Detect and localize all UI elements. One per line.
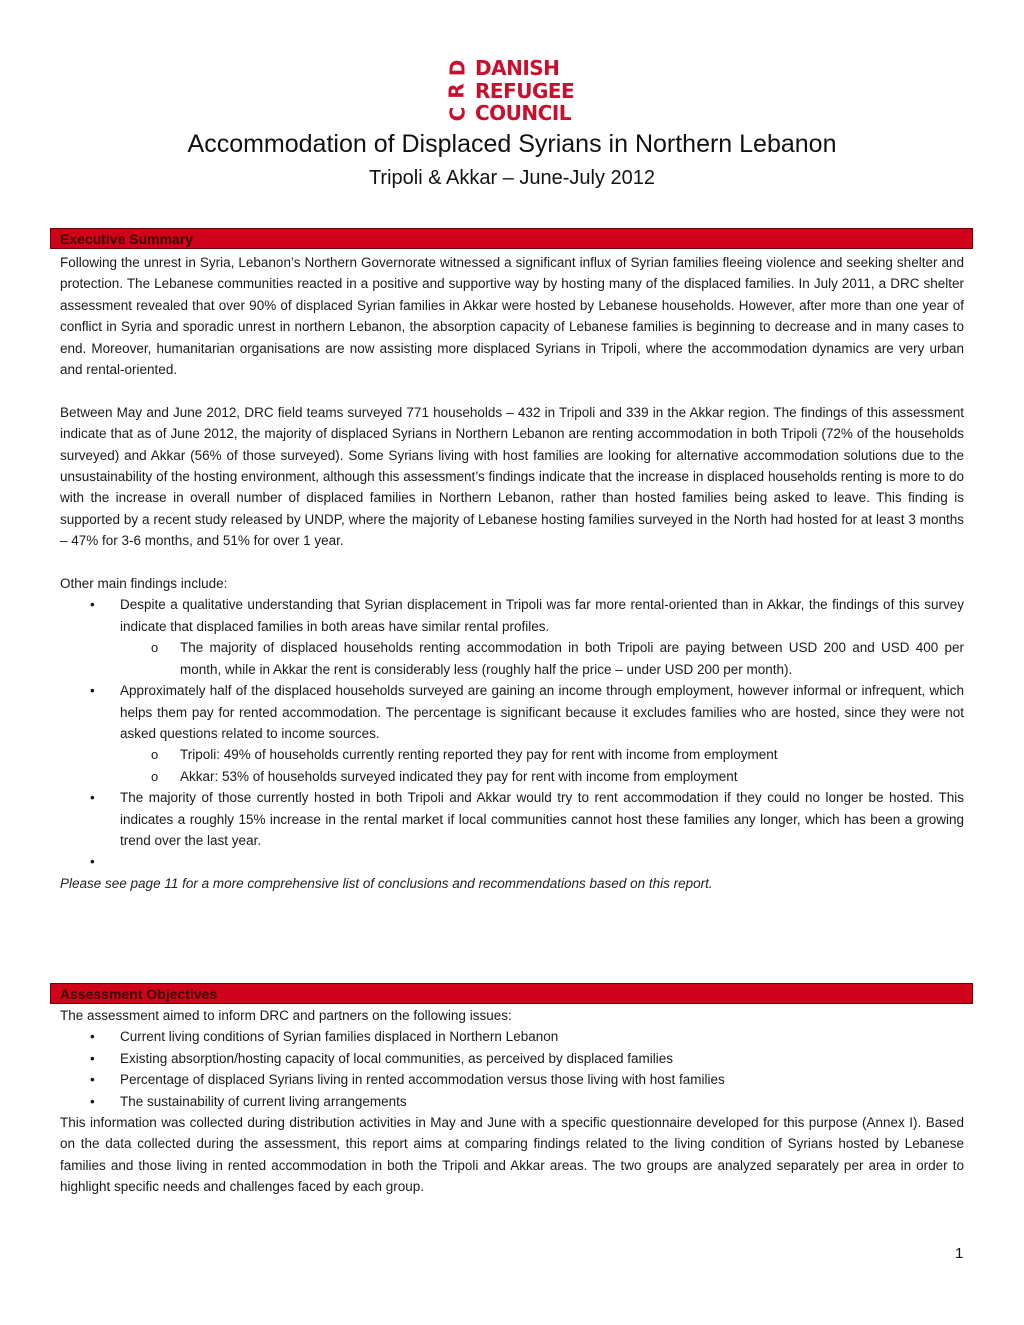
list-item [60,766,964,787]
logo-letter-c: C [445,106,469,122]
executive-summary-heading: Executive Summary [60,231,194,247]
bullet-marker: • [90,597,95,613]
list-item [60,680,964,744]
list-item [60,851,964,872]
list-item [60,787,964,851]
list-item [60,744,964,765]
sub-bullet-marker: o [151,640,159,656]
bullet-marker: • [90,1050,95,1066]
finding-sub-bullet-2a: Tripoli: 49% of households currently renting reported they pay for rent with income from employment [180,747,778,763]
finding-bullet-1: Despite a qualitative understanding that Syrian displacement in Tripoli was far more rental-oriented than in Akkar, the findings of this survey indicate that displaced families in both areas have similar rental profiles. [120,597,964,634]
document-subtitle: Tripoli & Akkar – June-July 2012 [368,167,656,189]
executive-summary-body [60,252,964,894]
assessment-objectives-body [60,1005,964,1198]
bullet-marker: • [90,683,95,699]
list-item [60,594,964,637]
list-item [60,1048,964,1069]
drc-logo-mark [443,58,471,124]
summary-paragraph-2: Between May and June 2012, DRC field teams surveyed 771 households – 432 in Tripoli and 339 in the Akkar region. The findings of this assessment indicate that as of June 2012, the majority of displaced Syrians in Northern Lebanon are renting accommodation in both Tripoli (72% of the households surveyed) and Akkar (56% of those surveyed). Some Syrians living with host families are looking for alternative accommodation solutions due to the unsustainability of the hosting environment, although this assessment’s findings indicate that the increase in displaced households renting is more to do with the increase in overall number of displaced families in Northern Lebanon, rather than hosted families being asked to leave. This finding is supported by a recent study released by UNDP, where the majority of Lebanese hosting families surveyed in the North had hosted for at least 3 months – 47% for 3-6 months, and 51% for over 1 year. [60,404,964,549]
logo-line-danish: DANISH [475,56,560,80]
logo-letter-r: R [445,83,469,99]
objective-item-3: Percentage of displaced Syrians living in rented accommodation versus those living with host families [120,1072,725,1088]
logo-line-refugee: REFUGEE [475,78,575,103]
assessment-objectives-heading: Assessment Objectives [60,986,218,1002]
bullet-marker: • [90,854,95,870]
finding-sub-bullet-1a: The majority of displaced households renting accommodation in both Tripoli are paying between USD 200 and USD 400 per month, while in Akkar the rent is considerably less (roughly half the price – under USD 200 per month). [180,640,964,677]
objective-item-4: The sustainability of current living arrangements [120,1093,407,1109]
recommendations-note: Please see page 11 for a more comprehensive list of conclusions and recommendations based on this report. [60,875,713,891]
summary-paragraph-1: Following the unrest in Syria, Lebanon’s Northern Governorate witnessed a significant influx of Syrian families fleeing violence and seeking shelter and protection. The Lebanese communities reacted in a positive and supportive way by hosting many of the displaced families. In July 2011, a DRC shelter assessment revealed that over 90% of displaced Syrian families in Akkar were hosted by Lebanese households. However, after more than one year of conflict in Syria and sporadic unrest in northern Lebanon, the absorption capacity of Lebanese families is beginning to decrease and in many cases to end. Moreover, humanitarian organisations are now assisting more displaced Syrians in Tripoli, where the accommodation dynamics are very urban and rental-oriented. [60,255,964,378]
assessment-objectives-heading-bar [50,983,973,1004]
bullet-marker: • [90,1029,95,1045]
executive-summary-heading-bar [50,228,973,249]
drc-logo-text [475,58,574,124]
objectives-closing-paragraph: This information was collected during distribution activities in May and June with a specific questionnaire developed for this purpose (Annex I). Based on the data collected during the assessment, this report aims at comparing findings related to the living condition of Syrians hosted by Lebanese families and those living in rented accommodation in both the Tripoli and Akkar areas. The two groups are analyzed separately per area in order to highlight specific needs and challenges faced by each group. [60,1115,964,1195]
bullet-marker: • [90,1093,95,1109]
bullet-marker: • [90,790,95,806]
logo-letter-d: D [444,59,469,77]
document-title: Accommodation of Displaced Syrians in Northern Lebanon [187,130,837,158]
list-item [60,1069,964,1090]
drc-logo [443,58,574,124]
list-item [60,1091,964,1112]
sub-bullet-marker: o [151,747,159,763]
objective-item-1: Current living conditions of Syrian families displaced in Northern Lebanon [120,1029,559,1045]
page-number: 1 [955,1245,964,1262]
findings-intro: Other main findings include: [60,576,228,592]
list-item [60,1026,964,1047]
sub-bullet-marker: o [151,768,159,784]
logo-line-council: COUNCIL [475,101,572,125]
list-item [60,637,964,680]
bullet-marker: • [90,1072,95,1088]
finding-bullet-2: Approximately half of the displaced households surveyed are gaining an income through employment, however informal or infrequent, which helps them pay for rented accommodation. The percentage is significant because it excludes families who are hosted, since they were not asked questions related to income sources. [120,683,964,741]
finding-bullet-3: The majority of those currently hosted in both Tripoli and Akkar would try to rent accommodation if they could no longer be hosted. This indicates a roughly 15% increase in the rental market if local communities cannot host these families any longer, which has been a growing trend over the last year. [120,790,964,848]
objective-item-2: Existing absorption/hosting capacity of local communities, as perceived by displaced families [120,1050,674,1066]
finding-sub-bullet-2b: Akkar: 53% of households surveyed indicated they pay for rent with income from employment [180,768,738,784]
objectives-intro: The assessment aimed to inform DRC and partners on the following issues: [60,1008,512,1023]
